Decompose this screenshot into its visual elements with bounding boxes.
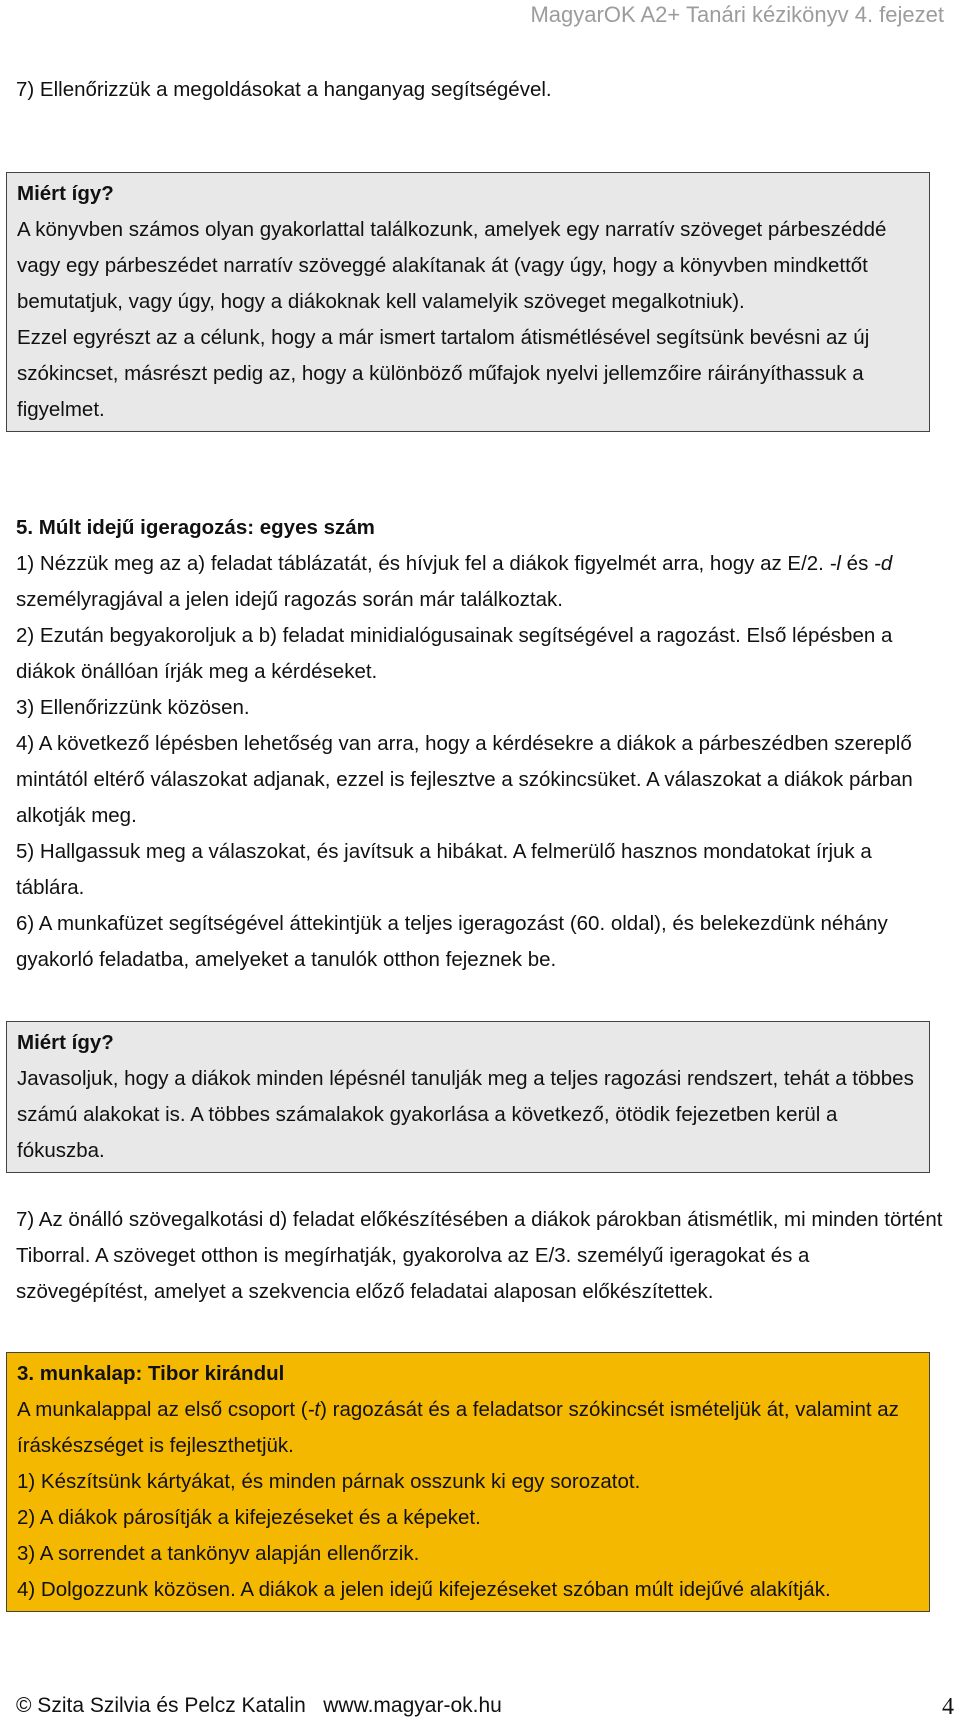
section-5-step-1: 1) Nézzük meg az a) feladat táblázatát, és hívjuk fel a diákok figyelmét arra, hogy az E/2. -l és -d személyragjával a jelen idejű ragozás során már találkoztak. (16, 552, 893, 611)
section-5-step-5: 5) Hallgassuk meg a válaszokat, és javítsuk a hibákat. A felmerülő hasznos mondatokat írjuk a táblára. (16, 840, 872, 899)
footer-copyright: © Szita Szilvia és Pelcz Katalin www.magyar-ok.hu (16, 1694, 502, 1717)
why-box-1-paragraph-1: A könyvben számos olyan gyakorlattal találkozunk, amelyek egy narratív szöveget párbeszéddé vagy egy párbeszédet narratív szöveggé alakítanak át (vagy úgy, hogy a könyvben mindkettőt bemutatjuk, vagy úgy, hogy a diákoknak kell valamelyik szöveget megalkotniuk). (17, 218, 887, 313)
section-5-step-2: 2) Ezután begyakoroljuk a b) feladat minidialógusainak segítségével a ragozást. Első lépésben a diákok önállóan írják meg a kérdéseket. (16, 624, 893, 683)
worksheet-intro: A munkalappal az első csoport (-t) ragozását és a feladatsor szókincsét ismételjük át, valamint az íráskészséget is fejleszthetjük. (17, 1398, 899, 1457)
worksheet-box (6, 1352, 930, 1612)
why-box-1-paragraph-2: Ezzel egyrészt az a célunk, hogy a már ismert tartalom átismétlésével segítsünk bevésni az új szókincset, másrészt pedig az, hogy a különböző műfajok nyelvi jellemzőire ráirányíthassuk a figyelmet. (17, 326, 870, 421)
why-box-1 (6, 172, 930, 432)
step-7-writing-task: 7) Az önálló szövegalkotási d) feladat előkészítésében a diákok párokban átismétlik, mi minden történt Tiborral. A szöveget otthon is megírhatják, gyakorolva az E/3. személyű igeragokat és a szövegépítést, amelyet a szekvencia előző feladatai alaposan előkészítettek. (16, 1208, 943, 1303)
running-header: MagyarOK A2+ Tanári kézikönyv 4. fejezet (530, 2, 944, 27)
section-5-step-6: 6) A munkafüzet segítségével áttekintjük a teljes igeragozást (60. oldal), és belekezdünk néhány gyakorló feladatba, amelyeket a tanulók otthon fejeznek be. (16, 912, 888, 971)
worksheet-step-2: 2) A diákok párosítják a kifejezéseket és a képeket. (17, 1506, 481, 1529)
worksheet-heading: 3. munkalap: Tibor kirándul (17, 1362, 285, 1385)
worksheet-step-4: 4) Dolgozzunk közösen. A diákok a jelen idejű kifejezéseket szóban múlt idejűvé alakítják. (17, 1578, 831, 1601)
section-5-step-4: 4) A következő lépésben lehetőség van arra, hogy a kérdésekre a diákok a párbeszédben szereplő mintától eltérő válaszokat adjanak, ezzel is fejlesztve a szókincsüket. A válaszokat a diákok párban alkotják meg. (16, 732, 913, 827)
section-5 (16, 510, 944, 978)
worksheet-step-3: 3) A sorrendet a tankönyv alapján ellenőrzik. (17, 1542, 420, 1565)
step-7-check-solutions: 7) Ellenőrizzük a megoldásokat a hanganyag segítségével. (16, 78, 552, 101)
section-5-heading: 5. Múlt idejű igeragozás: egyes szám (16, 516, 375, 539)
worksheet-step-1: 1) Készítsünk kártyákat, és minden párnak osszunk ki egy sorozatot. (17, 1470, 641, 1493)
why-box-2-text: Javasoljuk, hogy a diákok minden lépésnél tanulják meg a teljes ragozási rendszert, tehát a többes számú alakokat is. A többes számalakok gyakorlása a következő, ötödik fejezetben kerül a fókuszba. (17, 1067, 914, 1162)
why-box-1-heading: Miért így? (17, 182, 114, 205)
why-box-2-heading: Miért így? (17, 1031, 114, 1054)
page-number: 4 (942, 1694, 954, 1720)
section-5-step-3: 3) Ellenőrizzünk közösen. (16, 696, 250, 719)
why-box-2 (6, 1021, 930, 1173)
